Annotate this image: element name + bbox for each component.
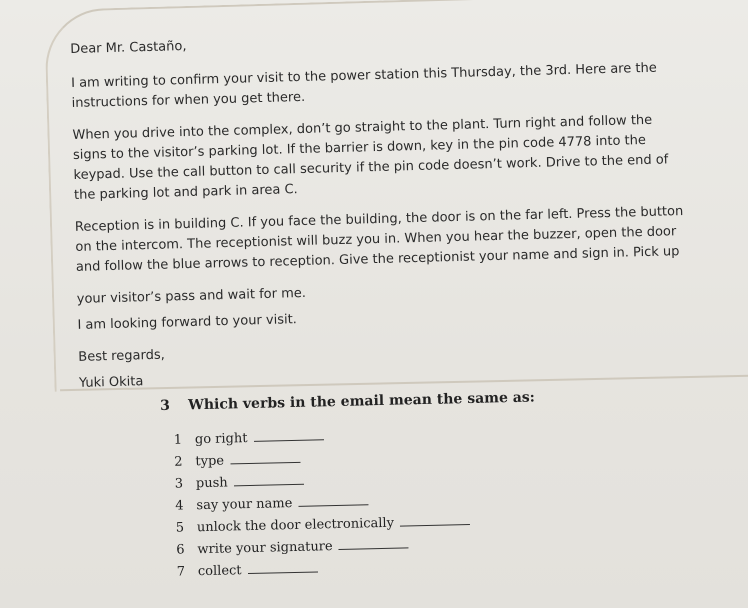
answer-blank[interactable] — [247, 559, 317, 574]
item-number: 5 — [175, 520, 185, 536]
answer-blank[interactable] — [233, 472, 303, 487]
item-number: 2 — [174, 454, 183, 470]
item-text: push — [195, 475, 228, 492]
item-text: say your name — [196, 496, 293, 514]
answer-blank[interactable] — [298, 492, 368, 507]
email-signature: Yuki Okita — [78, 374, 144, 391]
item-text: go right — [194, 431, 248, 448]
item-text: unlock the door electronically — [196, 515, 395, 536]
answer-blank[interactable] — [338, 535, 408, 550]
answer-blank[interactable] — [230, 450, 300, 465]
email-body — [70, 24, 689, 406]
answer-blank[interactable] — [253, 427, 323, 442]
item-number: 7 — [176, 564, 186, 580]
email-paragraph-2: When you drive into the complex, don’t go straight to the plant. Turn right and follow the signs to the visitor’s parking lot. If the barrier is down, key in the pin code 4778 into the keypad. Use the call button to call security if the pin code doesn’t work. Drive to the end of the parking lot and park in area C. — [72, 112, 669, 203]
item-text: collect — [197, 563, 242, 580]
item-number: 3 — [174, 476, 184, 492]
exercise-number: 3 — [160, 397, 171, 414]
email-paragraph-1: I am writing to confirm your visit to the power station this Thursday, the 3rd. Here are the instructions for when you get there. — [70, 60, 657, 111]
item-number: 4 — [175, 498, 184, 514]
email-greeting: Dear Mr. Castaño, — [70, 38, 187, 57]
answer-blank[interactable] — [400, 512, 470, 527]
item-number: 6 — [176, 542, 185, 558]
exercise-items — [161, 420, 624, 584]
exercise-question-text: Which verbs in the email mean the same as: — [187, 389, 536, 414]
exercise-section — [160, 388, 624, 584]
email-paragraph-3: Reception is in building C. If you face the building, the door is on the far left. Press the button on the intercom. The receptionist will buzz you in. When you hear the buzzer, open the door and follow the blue arrows to reception. Give the receptionist your name and sign in. Pick up — [74, 204, 684, 275]
item-number: 1 — [173, 432, 183, 448]
email-paragraph-4: your visitor’s pass and wait for me. — [76, 285, 307, 307]
item-text: write your signature — [197, 539, 333, 558]
item-text: type — [195, 453, 225, 470]
email-closing: Best regards, — [78, 347, 165, 365]
email-paragraph-5: I am looking forward to your visit. — [77, 312, 298, 333]
